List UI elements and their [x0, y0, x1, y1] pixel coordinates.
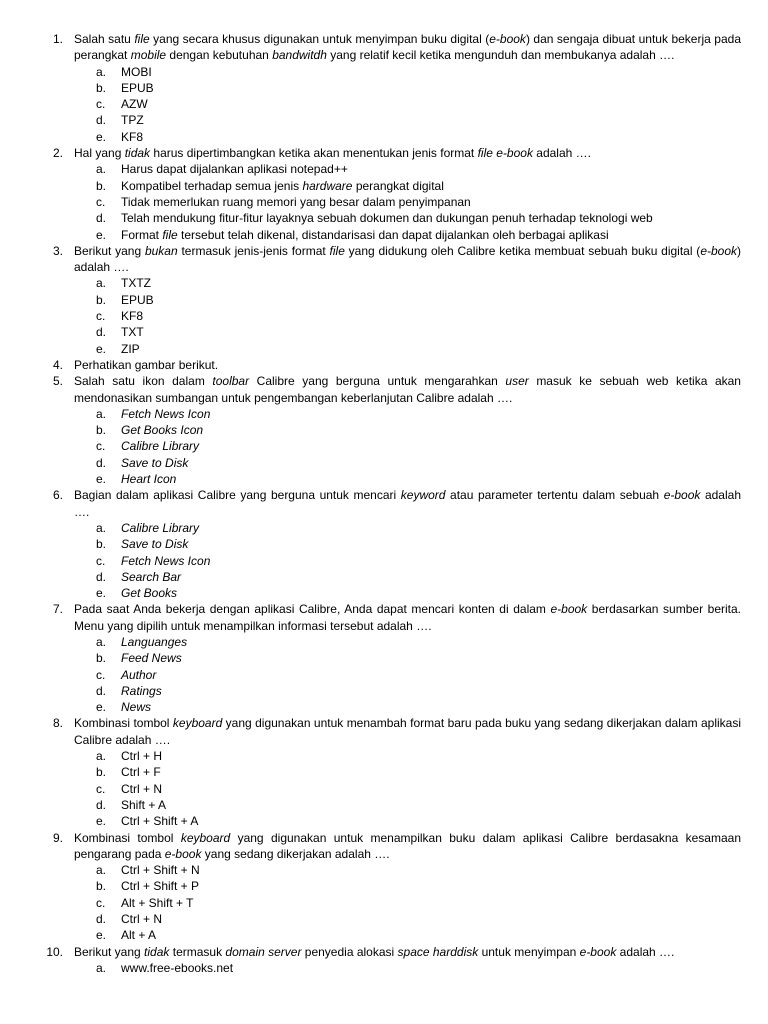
option-text-segment: file [162, 227, 178, 242]
answer-option [0, 895, 768, 911]
question-text-segment: e-book [579, 944, 617, 959]
option-text: Ratings [121, 683, 162, 698]
option-label: c. [96, 781, 106, 796]
question-text-segment: ) adalah …. [74, 243, 742, 275]
option-text: Ctrl + Shift + A [121, 814, 199, 829]
option-label: c. [96, 309, 106, 324]
option-label: b. [96, 423, 107, 438]
option-text: Fetch News Icon [121, 553, 211, 568]
option-text [121, 228, 609, 242]
option-text: Feed News [121, 651, 182, 666]
question-text [74, 944, 741, 960]
option-text: Ctrl + H [121, 749, 163, 764]
question-text-segment: yang digunakan untuk menambah format baru pada buku yang sedang dikerjakan dalam aplikasi Calibre adalah …. [74, 716, 742, 747]
option-text: EPUB [121, 80, 154, 95]
answer-option [0, 878, 768, 894]
option-label: e. [96, 586, 107, 601]
question-text-segment: file [329, 243, 345, 258]
question-text-segment: file [134, 32, 150, 46]
option-text: www.free-ebooks.net [121, 960, 234, 975]
answer-option [0, 748, 768, 764]
option-label: c. [96, 194, 106, 209]
question-text-segment: keyboard [172, 716, 223, 731]
option-text: Tidak memerlukan ruang memori yang besar dalam penyimpanan [121, 194, 471, 209]
answer-options [0, 64, 768, 145]
option-label: a. [96, 960, 107, 975]
option-text: Search Bar [121, 569, 182, 584]
question-text-segment: e-book [663, 488, 701, 503]
option-label: d. [96, 113, 107, 128]
question-text-segment: user [505, 374, 529, 389]
question-text [74, 487, 741, 520]
option-label: b. [96, 537, 107, 552]
answer-option [0, 569, 768, 585]
question-number: 8. [52, 716, 63, 731]
answer-options [0, 960, 768, 976]
option-label: b. [96, 879, 107, 894]
question-text [74, 830, 741, 863]
option-label: a. [96, 863, 107, 878]
option-label: b. [96, 651, 107, 666]
question-text-segment: penyedia alokasi [301, 944, 398, 959]
question-3 [0, 243, 768, 276]
answer-option [0, 911, 768, 927]
option-text: Fetch News Icon [121, 406, 211, 421]
question-text [74, 243, 741, 276]
answer-option [0, 227, 768, 243]
question-text-segment: berdasarkan sumber berita. Menu yang dipilih untuk menampilkan informasi tersebut adalah …. [74, 602, 741, 633]
option-text-segment: Kompatibel terhadap semua jenis [121, 178, 303, 193]
answer-option [0, 960, 768, 976]
option-label: a. [96, 749, 107, 764]
question-1 [0, 31, 768, 64]
answer-option [0, 80, 768, 96]
answer-option [0, 634, 768, 650]
question-text-segment: yang relatif kecil ketika mengunduh dan membukanya adalah …. [326, 48, 675, 63]
question-text-segment: file e-book [477, 146, 533, 161]
option-label: e. [96, 700, 107, 715]
option-label: a. [96, 634, 107, 649]
question-text [74, 357, 741, 373]
option-label: b. [96, 178, 107, 193]
option-label: b. [96, 80, 107, 95]
answer-option [0, 813, 768, 829]
question-8 [0, 715, 768, 748]
option-label: c. [96, 97, 106, 112]
question-text-segment: keyword [400, 488, 446, 503]
option-text: Calibre Library [121, 520, 200, 535]
answer-options [0, 862, 768, 943]
option-text: Get Books Icon [121, 423, 204, 438]
option-text: Languanges [121, 634, 188, 649]
option-text-segment: hardware [302, 178, 353, 193]
question-number: 4. [52, 357, 63, 372]
question-6 [0, 487, 768, 520]
option-text-segment: Format [121, 227, 163, 242]
answer-option [0, 455, 768, 471]
answer-option [0, 797, 768, 813]
question-text-segment: ) dan sengaja dibuat untuk bekerja pada perangkat [74, 32, 741, 63]
question-text-segment: atau parameter tertentu dalam sebuah [445, 488, 664, 503]
answer-options [0, 520, 768, 601]
answer-option [0, 585, 768, 601]
question-text-segment: adalah …. [532, 146, 591, 161]
question-text-segment: Perhatikan gambar berikut. [74, 357, 219, 372]
answer-option [0, 275, 768, 291]
answer-option [0, 161, 768, 177]
option-text: Ctrl + F [121, 765, 161, 780]
option-text: Ctrl + Shift + N [121, 863, 200, 878]
question-text-segment: termasuk jenis-jenis format [177, 243, 330, 258]
answer-option [0, 178, 768, 194]
answer-option [0, 129, 768, 145]
option-text: TPZ [121, 113, 144, 128]
answer-option [0, 406, 768, 422]
question-10 [0, 944, 768, 960]
option-text: Get Books [121, 586, 178, 601]
question-text-segment: space harddisk [397, 944, 479, 959]
option-text: EPUB [121, 292, 154, 307]
question-text-segment: adalah …. [616, 944, 675, 959]
answer-option [0, 96, 768, 112]
question-text-segment: Kombinasi tombol [74, 716, 173, 731]
answer-options [0, 634, 768, 715]
question-text-segment: yang secara khusus digunakan untuk menyimpan buku digital ( [149, 32, 490, 46]
question-number: 7. [52, 602, 63, 617]
question-text-segment: keyboard [180, 830, 231, 845]
option-label: d. [96, 211, 107, 226]
option-label: a. [96, 64, 107, 79]
question-number: 1. [52, 32, 63, 46]
option-text: AZW [121, 97, 148, 112]
option-text: Ctrl + Shift + P [121, 879, 200, 894]
question-text-segment: Berikut yang [74, 944, 145, 959]
option-label: d. [96, 325, 107, 340]
answer-option [0, 699, 768, 715]
question-text [74, 373, 741, 406]
option-text: Harus dapat dijalankan aplikasi notepad++ [121, 162, 348, 177]
question-text-segment: Calibre yang berguna untuk mengarahkan [249, 374, 506, 389]
option-label: c. [96, 553, 106, 568]
question-text-segment: e-book [550, 602, 588, 617]
question-text-segment: Salah satu [74, 32, 135, 46]
option-label: b. [96, 292, 107, 307]
option-text-segment: perangkat digital [352, 178, 444, 193]
option-label: a. [96, 276, 107, 291]
option-label: e. [96, 814, 107, 829]
question-text-segment: Berikut yang [74, 243, 145, 258]
question-text-segment: Bagian dalam aplikasi Calibre yang berguna untuk mencari [74, 488, 401, 503]
answer-option [0, 553, 768, 569]
option-label: d. [96, 455, 107, 470]
answer-option [0, 650, 768, 666]
option-text-segment: tersebut telah dikenal, distandarisasi dan dapat dijalankan oleh berbagai aplikasi [177, 227, 609, 242]
option-label: c. [96, 895, 106, 910]
answer-option [0, 520, 768, 536]
answer-options [0, 161, 768, 242]
option-label: a. [96, 162, 107, 177]
answer-option [0, 292, 768, 308]
answer-option [0, 683, 768, 699]
question-text-segment: mobile [130, 48, 167, 63]
question-number: 3. [52, 243, 63, 258]
question-text [74, 715, 741, 748]
option-text: News [121, 700, 152, 715]
answer-option [0, 194, 768, 210]
question-2 [0, 145, 768, 161]
option-text: KF8 [121, 129, 144, 144]
option-label: a. [96, 406, 107, 421]
option-text: Telah mendukung fitur-fitur layaknya sebuah dokumen dan dukungan penuh terhadap teknologi web [121, 211, 653, 226]
option-text: ZIP [121, 341, 140, 356]
option-text: Alt + Shift + T [121, 895, 194, 910]
answer-option [0, 781, 768, 797]
option-label: d. [96, 569, 107, 584]
answer-option [0, 324, 768, 340]
option-label: b. [96, 765, 107, 780]
question-text-segment: dengan kebutuhan [166, 48, 273, 63]
answer-option [0, 210, 768, 226]
question-4 [0, 357, 768, 373]
option-label: d. [96, 912, 107, 927]
question-text-segment: tidak [124, 146, 151, 161]
question-text-segment: Kombinasi tombol [74, 830, 181, 845]
question-7 [0, 601, 768, 634]
option-label: c. [96, 667, 106, 682]
option-text: Ctrl + N [121, 781, 163, 796]
answer-option [0, 341, 768, 357]
question-number: 9. [52, 830, 63, 845]
answer-option [0, 536, 768, 552]
question-text [74, 31, 741, 64]
answer-option [0, 667, 768, 683]
option-label: e. [96, 472, 107, 487]
question-text-segment: masuk ke sebuah web ketika akan mendonasikan sumbangan untuk pengembangan keberlanjutan Calibre adalah …. [74, 374, 741, 405]
answer-option [0, 764, 768, 780]
option-text: Shift + A [121, 797, 167, 812]
option-text: Alt + A [121, 928, 157, 943]
question-text-segment: adalah …. [74, 488, 741, 519]
option-text: KF8 [121, 309, 144, 324]
answer-option [0, 927, 768, 943]
answer-option [0, 64, 768, 80]
option-label: e. [96, 129, 107, 144]
answer-option [0, 862, 768, 878]
question-text-segment: Salah satu ikon dalam [74, 374, 213, 389]
answer-option [0, 112, 768, 128]
question-5 [0, 373, 768, 406]
question-number: 6. [52, 488, 63, 503]
answer-options [0, 406, 768, 487]
option-text: Save to Disk [121, 537, 189, 552]
answer-options [0, 748, 768, 829]
question-number: 2. [52, 146, 63, 161]
option-text: TXTZ [121, 276, 151, 291]
question-text-segment: yang digunakan untuk menampilkan buku dalam aplikasi Calibre berdasakna kesamaan pengarang pada [74, 830, 741, 861]
question-text-segment: termasuk [169, 944, 226, 959]
answer-option [0, 308, 768, 324]
option-label: a. [96, 520, 107, 535]
option-text [121, 179, 444, 193]
question-text-segment: yang didukung oleh Calibre ketika membuat sebuah buku digital ( [344, 243, 701, 258]
option-text: MOBI [121, 64, 152, 79]
option-text: Author [121, 667, 157, 682]
question-number: 10. [46, 944, 63, 959]
option-label: c. [96, 439, 106, 454]
question-text [74, 601, 741, 634]
answer-option [0, 422, 768, 438]
question-text-segment: yang sedang dikerjakan adalah …. [201, 846, 390, 861]
answer-option [0, 471, 768, 487]
question-text-segment: tidak [144, 944, 170, 959]
option-text: TXT [121, 325, 144, 340]
option-label: e. [96, 341, 107, 356]
question-text-segment: toolbar [212, 374, 250, 389]
option-text: Ctrl + N [121, 912, 163, 927]
option-label: e. [96, 928, 107, 943]
question-text-segment: e-book [489, 32, 526, 46]
question-text-segment: e-book [164, 846, 202, 861]
option-text: Heart Icon [121, 472, 177, 487]
option-label: e. [96, 227, 107, 242]
option-label: d. [96, 683, 107, 698]
question-text-segment: domain server [225, 944, 302, 959]
question-9 [0, 830, 768, 863]
question-text-segment: bandwitdh [272, 48, 327, 63]
question-text-segment: harus dipertimbangkan ketika akan menentukan jenis format [150, 146, 478, 161]
question-text-segment: untuk menyimpan [478, 944, 580, 959]
question-text-segment: Hal yang [74, 146, 125, 161]
question-text-segment: bukan [144, 243, 178, 258]
option-label: d. [96, 797, 107, 812]
option-text: Save to Disk [121, 455, 189, 470]
answer-options [0, 275, 768, 356]
question-number: 5. [52, 374, 63, 389]
question-text-segment: Pada saat Anda bekerja dengan aplikasi Calibre, Anda dapat mencari konten di dalam [74, 602, 551, 617]
answer-option [0, 438, 768, 454]
question-text [74, 145, 741, 161]
question-text-segment: e-book [700, 243, 738, 258]
option-text: Calibre Library [121, 439, 200, 454]
